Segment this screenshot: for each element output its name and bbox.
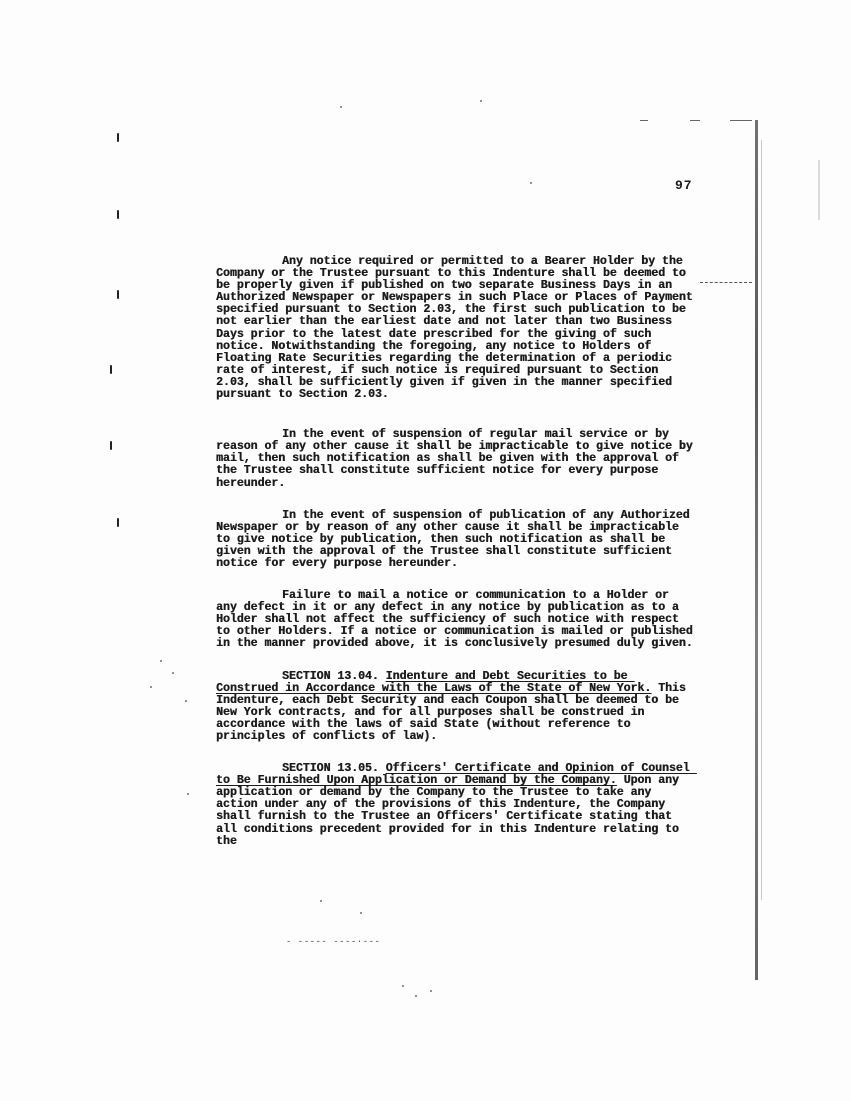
scan-speck	[320, 900, 322, 902]
scan-speck	[185, 700, 187, 702]
scan-speck	[172, 672, 174, 674]
binding-shadow-inner	[761, 140, 762, 900]
scan-speck	[360, 912, 362, 914]
scan-speck	[150, 686, 152, 688]
section-number: SECTION 13.04.	[282, 669, 379, 683]
page-number: 97	[675, 178, 693, 193]
section-heading: Officers' Certificate and Opinion of Counsel to Be Furnished Upon Application or Demand by the Company.	[216, 762, 697, 788]
scan-speck	[480, 100, 482, 102]
paragraph-text: Failure to mail a notice or communication to a Holder or any defect in it or any defect in any notice by publication as to a Holder shall not affect the sufficiency of such notice with respect to other Holders. If a notice or communication is mailed or published in the manner provided above, it is conclusively presumed duly given.	[216, 589, 700, 651]
section-13-05	[216, 762, 697, 848]
body-text	[216, 255, 700, 868]
scan-speck	[160, 660, 162, 662]
margin-mark	[110, 441, 112, 450]
scan-speck	[402, 985, 404, 987]
margin-mark	[117, 518, 119, 527]
scan-speck	[415, 995, 417, 997]
section-body: This Indenture, each Debt Security and each Coupon shall be deemed to be New York contracts, and for all purposes shall be construed in accordance with the laws of said State (without reference to principles of conflicts of law).	[216, 681, 693, 743]
section-number: SECTION 13.05.	[282, 762, 379, 776]
paragraph-failure-to-mail	[216, 589, 700, 651]
scan-dash	[640, 120, 648, 121]
margin-mark	[110, 365, 112, 374]
margin-mark	[117, 133, 119, 142]
paragraph-text: In the event of suspension of regular mail service or by reason of any other cause it shall be impracticable to give notice by mail, then such notification as shall be given with the approval of the Trustee shall constitute sufficient notice for every purpose hereunder.	[216, 428, 700, 490]
section-body: Upon any application or demand by the Company to the Trustee to take any action under any of the provisions of this Indenture, the Company shall furnish to the Trustee an Officers' Certificate stating that all conditions precedent provided for in this Indenture relating to the	[216, 774, 686, 848]
footer-scrawl: - ----- ----·---	[286, 937, 381, 947]
margin-mark	[117, 210, 119, 219]
paragraph-mail-suspension	[216, 428, 700, 490]
paragraph-publication-suspension	[216, 508, 697, 570]
scan-dash	[690, 120, 700, 121]
binding-shadow	[755, 120, 758, 980]
scan-speck	[530, 182, 532, 184]
scan-speck	[187, 793, 189, 795]
scan-speck	[430, 990, 432, 992]
paragraph-text: Any notice required or permitted to a Bearer Holder by the Company or the Trustee pursuant to this Indenture shall be deemed to be properly given if published on two separate Business Days in an Authorized Newspaper or Newspapers in such Place or Places of Payment specified pursuant to Section 2.03, the first such publication to be not earlier than the earliest date and not later than two Business Days prior to the latest date prescribed for the giving of such notice. Notwithstanding the foregoing, any notice to Holders of Floating Rate Securities regarding the determination of a periodic rate of interest, if such notice is required pursuant to Section 2.03, shall be sufficiently given if given in the manner specified pursuant to Section 2.03.	[216, 255, 700, 402]
edge-smudge	[818, 160, 820, 220]
section-13-04	[216, 671, 694, 744]
margin-mark	[117, 290, 119, 299]
paragraph-text: In the event of suspension of publication of any Authorized Newspaper or by reason of any other cause it shall be impracticable to give notice by publication, then such notification as shall be given with the approval of the Trustee shall constitute sufficient notice for every purpose hereunder.	[216, 508, 697, 570]
scan-dash	[730, 120, 752, 121]
scan-dash-line	[700, 282, 752, 284]
section-heading: Indenture and Debt Securities to be Construed in Accordance with the Laws of the State of New York.	[216, 669, 652, 695]
scan-speck	[340, 106, 342, 108]
paragraph-bearer-notice	[216, 255, 700, 402]
